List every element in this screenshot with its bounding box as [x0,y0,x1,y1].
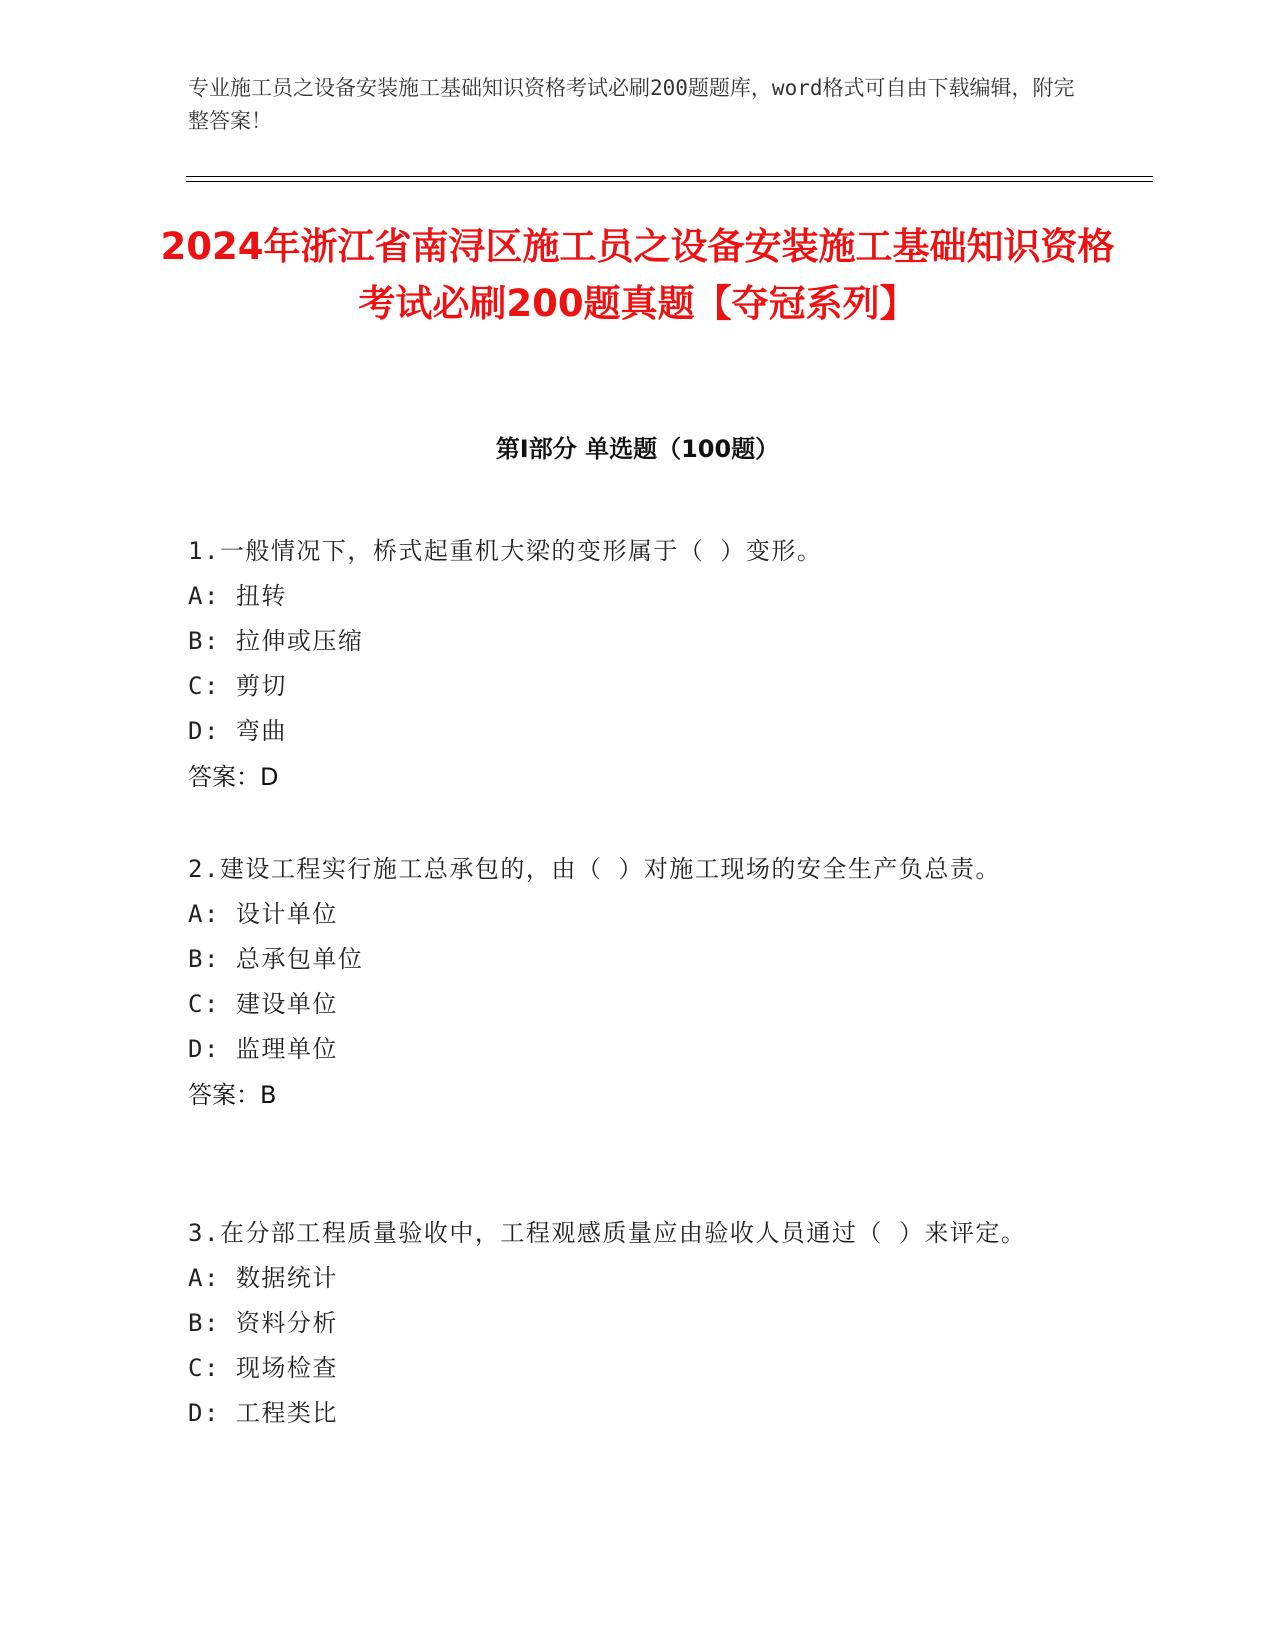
option-b: B: 资料分析 [188,1309,338,1337]
question-stem: 2.建设工程实行施工总承包的，由（ ）对施工现场的安全生产负总责。 [188,855,1001,883]
option-a: A: 数据统计 [188,1264,338,1292]
option-b: B: 总承包单位 [188,945,364,973]
answer: 答案：D [188,763,279,791]
option-c: C: 现场检查 [188,1354,338,1382]
section-heading: 第Ⅰ部分 单选题（100题） [495,435,780,463]
question-2 [188,846,1088,1118]
header-divider [186,176,1153,182]
option-d: D: 工程类比 [188,1399,338,1427]
option-d: D: 监理单位 [188,1035,338,1063]
option-a: A: 设计单位 [188,900,338,928]
document-title: 2024年浙江省南浔区施工员之设备安装施工基础知识资格考试必刷200题真题【夺冠系列】 [160,225,1115,325]
question-stem: 3.在分部工程质量验收中，工程观感质量应由验收人员通过（ ）来评定。 [188,1219,1027,1247]
option-a: A: 扭转 [188,582,287,610]
question-3 [188,1210,1088,1436]
option-c: C: 剪切 [188,672,287,700]
header-note: 专业施工员之设备安装施工基础知识资格考试必刷200题题库，word格式可自由下载编辑，附完整答案！ [188,76,1075,133]
answer: 答案：B [188,1081,277,1109]
question-stem: 1.一般情况下，桥式起重机大梁的变形属于（ ）变形。 [188,537,823,565]
option-c: C: 建设单位 [188,990,338,1018]
option-b: B: 拉伸或压缩 [188,627,364,655]
question-1 [188,528,1088,800]
option-d: D: 弯曲 [188,717,287,745]
